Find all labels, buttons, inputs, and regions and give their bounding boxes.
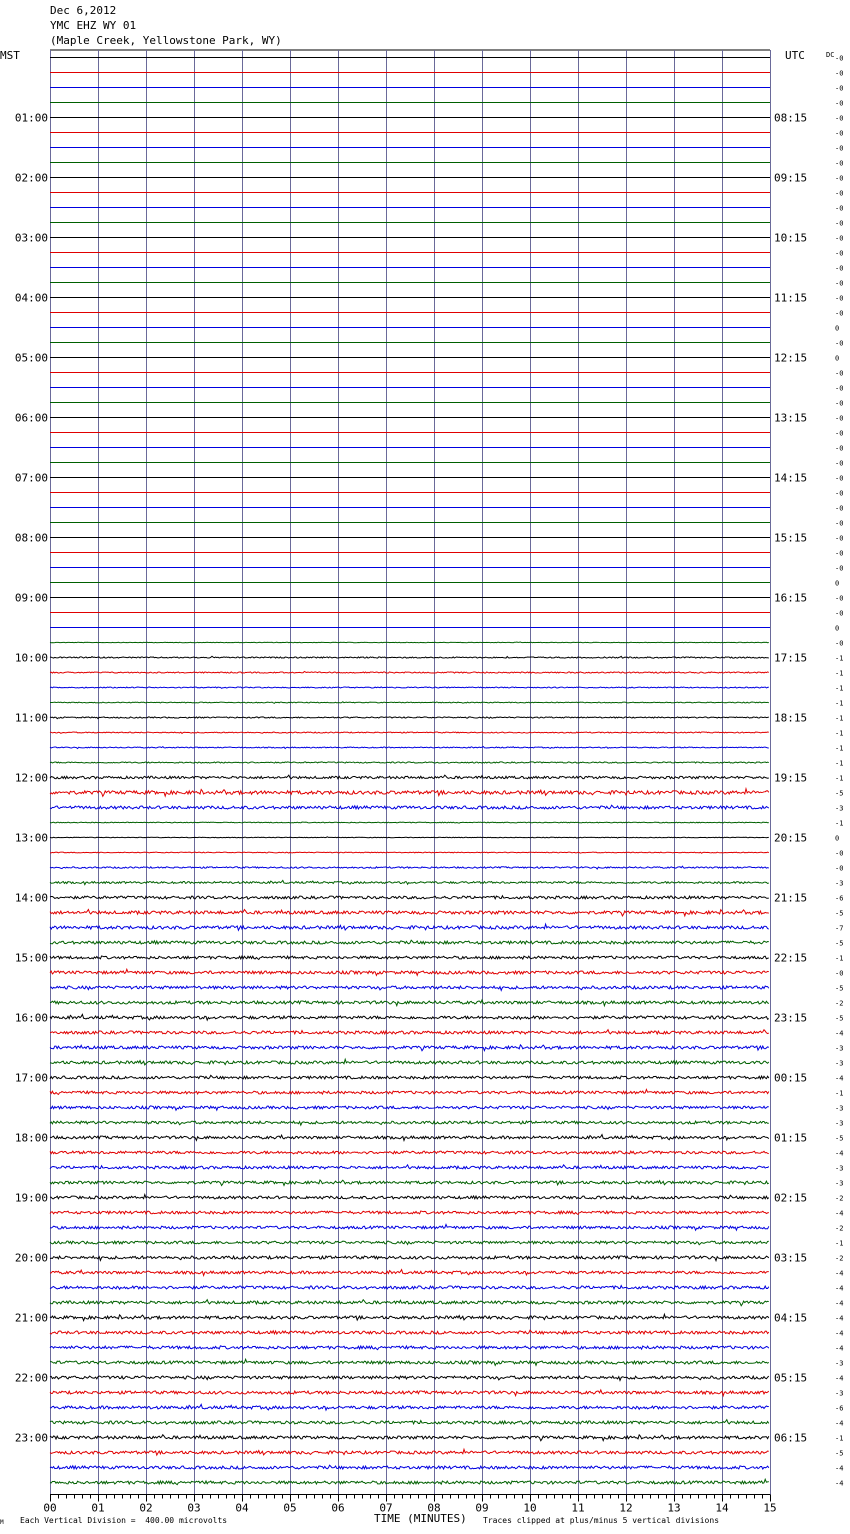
trace-row <box>50 822 769 823</box>
dc-offset-label: -4 <box>835 1284 844 1293</box>
x-tick-label: 03 <box>187 1501 201 1515</box>
dc-offset-label: -2 <box>835 1194 844 1203</box>
dc-offset-label: -7 <box>835 924 844 933</box>
dc-offset-label: -1 <box>835 1239 844 1248</box>
axis-labels <box>15 55 844 1515</box>
trace-row <box>50 1286 769 1290</box>
dc-offset-label: -0 <box>835 384 844 393</box>
trace-row <box>50 956 769 960</box>
trace-row <box>50 1014 769 1020</box>
dc-offset-label: -3 <box>835 1359 844 1368</box>
x-tick-label: 11 <box>571 1501 585 1515</box>
dc-offset-label: -4 <box>835 1149 844 1158</box>
dc-offset-label: -6 <box>835 894 844 903</box>
trace-row <box>50 1045 769 1051</box>
hour-label-mst: 13:00 <box>14 831 48 845</box>
x-tick-label: 04 <box>235 1501 249 1515</box>
trace-row <box>50 805 769 809</box>
dc-offset-label: -0 <box>835 489 844 498</box>
dc-offset-label: -3 <box>835 879 844 888</box>
trace-row <box>50 837 769 838</box>
dc-offset-label: -3 <box>835 1044 844 1053</box>
left-timezone-label: MST <box>0 49 20 62</box>
dc-offset-label: -1 <box>835 684 844 693</box>
hour-label-mst: 22:00 <box>14 1371 48 1385</box>
x-tick-label: 12 <box>619 1501 633 1515</box>
hour-label-mst: 01:00 <box>14 111 48 125</box>
hour-label-mst: 14:00 <box>14 891 48 905</box>
trace-row <box>50 1300 769 1306</box>
dc-offset-label: -0 <box>835 219 844 228</box>
hour-label-utc: 21:15 <box>774 891 808 905</box>
dc-offset-label: 0 <box>835 579 840 588</box>
x-tick-label: 14 <box>715 1501 729 1515</box>
dc-offset-label: 0 <box>835 354 840 363</box>
dc-offset-label: -4 <box>835 1374 844 1383</box>
dc-offset-label: -0 <box>835 549 844 558</box>
trace-row <box>50 1314 769 1320</box>
dc-offset-label: -4 <box>835 1074 844 1083</box>
dc-offset-label: -1 <box>835 1089 844 1098</box>
hour-label-mst: 20:00 <box>14 1251 48 1265</box>
hour-label-mst: 16:00 <box>14 1011 48 1025</box>
dc-offset-label: -5 <box>835 1014 844 1023</box>
dc-offset-header: DC <box>826 51 835 59</box>
trace-row <box>50 866 769 869</box>
trace-row <box>50 986 769 990</box>
hour-label-mst: 05:00 <box>14 351 48 365</box>
footer-mark: M <box>0 1519 4 1526</box>
dc-offset-label: -0 <box>835 639 844 648</box>
dc-offset-label: -0 <box>835 69 844 78</box>
hour-label-mst: 03:00 <box>14 231 48 245</box>
hour-label-mst: 07:00 <box>14 471 48 485</box>
dc-offset-label: -4 <box>835 1299 844 1308</box>
trace-row <box>50 1404 769 1410</box>
trace-row <box>50 909 769 915</box>
trace-row <box>50 1106 769 1110</box>
trace-row <box>50 1420 769 1425</box>
dc-offset-label: -0 <box>835 519 844 528</box>
dc-offset-label: -4 <box>835 1419 844 1428</box>
hour-label-utc: 09:15 <box>774 171 808 185</box>
dc-offset-label: -0 <box>835 174 844 183</box>
trace-row <box>50 671 769 673</box>
x-tick-label: 09 <box>475 1501 489 1515</box>
hour-label-mst: 12:00 <box>14 771 48 785</box>
trace-row <box>50 1390 769 1396</box>
dc-offset-label: -0 <box>835 534 844 543</box>
x-tick-label: 00 <box>43 1501 57 1515</box>
trace-row <box>50 1270 769 1276</box>
dc-offset-label: -0 <box>835 609 844 618</box>
dc-offset-label: -0 <box>835 459 844 468</box>
hour-label-utc: 10:15 <box>774 231 808 245</box>
hour-label-utc: 01:15 <box>774 1131 808 1145</box>
dc-offset-label: -0 <box>835 399 844 408</box>
dc-offset-label: -2 <box>835 1254 844 1263</box>
header-location: (Maple Creek, Yellowstone Park, WY) <box>50 34 282 47</box>
trace-row <box>50 1346 769 1350</box>
hour-label-utc: 12:15 <box>774 351 808 365</box>
trace-row <box>50 1180 769 1185</box>
dc-offset-label: -3 <box>835 804 844 813</box>
dc-offset-label: -4 <box>835 1269 844 1278</box>
dc-offset-label: -0 <box>835 129 844 138</box>
hour-label-utc: 19:15 <box>774 771 808 785</box>
header-station: YMC EHZ WY 01 <box>50 19 137 32</box>
dc-offset-label: -0 <box>835 594 844 603</box>
dc-offset-label: -5 <box>835 939 844 948</box>
dc-offset-label: -0 <box>835 369 844 378</box>
dc-offset-label: -1 <box>835 954 844 963</box>
trace-row <box>50 1165 769 1169</box>
x-tick-label: 13 <box>667 1501 681 1515</box>
dc-offset-label: -6 <box>835 1404 844 1413</box>
trace-row <box>50 1224 769 1230</box>
trace-row <box>50 1241 769 1245</box>
dc-offset-label: -0 <box>835 309 844 318</box>
hour-label-mst: 04:00 <box>14 291 48 305</box>
dc-offset-label: 0 <box>835 624 840 633</box>
dc-offset-label: -4 <box>835 1479 844 1488</box>
hour-label-utc: 03:15 <box>774 1251 808 1265</box>
dc-offset-label: -0 <box>835 444 844 453</box>
hour-label-utc: 15:15 <box>774 531 808 545</box>
x-tick-label: 15 <box>763 1501 777 1515</box>
hour-label-mst: 23:00 <box>14 1431 48 1445</box>
trace-row <box>50 880 769 884</box>
dc-offset-label: -1 <box>835 759 844 768</box>
x-tick-label: 02 <box>139 1501 153 1515</box>
dc-offset-label: -0 <box>835 474 844 483</box>
trace-row <box>50 642 769 643</box>
dc-offset-label: -3 <box>835 1059 844 1068</box>
hour-label-utc: 05:15 <box>774 1371 808 1385</box>
trace-row <box>50 924 769 930</box>
dc-offset-label: -1 <box>835 714 844 723</box>
dc-offset-label: -3 <box>835 1164 844 1173</box>
seismic-traces <box>50 58 770 1485</box>
x-tick-label: 01 <box>91 1501 105 1515</box>
dc-offset-label: -5 <box>835 909 844 918</box>
trace-row <box>50 1030 769 1034</box>
hour-label-mst: 19:00 <box>14 1191 48 1205</box>
header-date: Dec 6,2012 <box>50 4 117 17</box>
trace-row <box>50 702 769 704</box>
trace-row <box>50 1256 769 1261</box>
minute-gridlines <box>50 50 771 1495</box>
x-tick-label: 05 <box>283 1501 297 1515</box>
trace-row <box>50 1376 769 1380</box>
trace-row <box>50 775 769 779</box>
hour-label-mst: 06:00 <box>14 411 48 425</box>
hour-label-utc: 08:15 <box>774 111 808 125</box>
hour-label-mst: 10:00 <box>14 651 48 665</box>
dc-offset-label: -1 <box>835 654 844 663</box>
clip-note: Traces clipped at plus/minus 5 vertical divisions <box>483 1516 720 1525</box>
hour-label-utc: 14:15 <box>774 471 808 485</box>
trace-row <box>50 732 769 733</box>
trace-row <box>50 969 769 975</box>
dc-offset-label: -4 <box>835 1464 844 1473</box>
dc-offset-label: -5 <box>835 1449 844 1458</box>
dc-offset-label: -2 <box>835 1224 844 1233</box>
x-tick-label: 10 <box>523 1501 537 1515</box>
dc-offset-label: -4 <box>835 1314 844 1323</box>
trace-row <box>50 1075 769 1079</box>
right-timezone-label: UTC <box>785 49 805 62</box>
dc-offset-label: -4 <box>835 1329 844 1338</box>
hour-label-utc: 04:15 <box>774 1311 808 1325</box>
trace-row <box>50 1211 769 1215</box>
hour-label-mst: 15:00 <box>14 951 48 965</box>
dc-offset-label: -3 <box>835 1389 844 1398</box>
dc-offset-label: -2 <box>835 999 844 1008</box>
dc-offset-label: -1 <box>835 774 844 783</box>
hour-label-utc: 02:15 <box>774 1191 808 1205</box>
trace-row <box>50 1465 769 1469</box>
hour-label-utc: 00:15 <box>774 1071 808 1085</box>
dc-offset-label: -0 <box>835 204 844 213</box>
x-tick-label: 07 <box>379 1501 393 1515</box>
dc-offset-label: -0 <box>835 159 844 168</box>
trace-row <box>50 656 769 658</box>
trace-row <box>50 896 769 899</box>
dc-offset-label: -4 <box>835 1029 844 1038</box>
dc-offset-label: -0 <box>835 84 844 93</box>
hour-label-utc: 23:15 <box>774 1011 808 1025</box>
hour-label-utc: 06:15 <box>774 1431 808 1445</box>
hour-label-mst: 08:00 <box>14 531 48 545</box>
hour-label-mst: 09:00 <box>14 591 48 605</box>
trace-row <box>50 940 769 944</box>
dc-offset-label: -4 <box>835 1344 844 1353</box>
hour-label-mst: 17:00 <box>14 1071 48 1085</box>
hour-label-utc: 18:15 <box>774 711 808 725</box>
dc-offset-label: -0 <box>835 99 844 108</box>
dc-offset-label: -3 <box>835 1179 844 1188</box>
dc-offset-label: -1 <box>835 1434 844 1443</box>
dc-offset-label: -5 <box>835 1134 844 1143</box>
dc-offset-label: -5 <box>835 984 844 993</box>
trace-row <box>50 1000 769 1006</box>
dc-offset-label: -3 <box>835 1104 844 1113</box>
trace-row <box>50 1330 769 1334</box>
dc-offset-label: 0 <box>835 834 840 843</box>
trace-row <box>50 1195 769 1199</box>
dc-offset-label: -0 <box>835 414 844 423</box>
hour-label-mst: 02:00 <box>14 171 48 185</box>
trace-row <box>50 1059 769 1065</box>
dc-offset-label: -1 <box>835 819 844 828</box>
trace-row <box>50 789 769 796</box>
trace-row <box>50 1359 769 1365</box>
trace-row <box>50 762 769 763</box>
hour-label-mst: 18:00 <box>14 1131 48 1145</box>
trace-row <box>50 1121 769 1125</box>
x-axis-title: TIME (MINUTES) <box>374 1512 467 1525</box>
scale-note: Each Vertical Division = 400.00 microvolts <box>20 1516 228 1525</box>
dc-offset-label: -0 <box>835 849 844 858</box>
trace-row <box>50 717 769 719</box>
hour-label-mst: 11:00 <box>14 711 48 725</box>
dc-offset-label: 0 <box>835 324 840 333</box>
trace-row <box>50 852 769 853</box>
dc-offset-label: -0 <box>835 189 844 198</box>
trace-row <box>50 1479 769 1484</box>
trace-row <box>50 1089 769 1094</box>
dc-offset-label: -0 <box>835 54 844 63</box>
dc-offset-label: -0 <box>835 864 844 873</box>
x-tick-label: 08 <box>427 1501 441 1515</box>
dc-offset-label: -0 <box>835 339 844 348</box>
dc-offset-label: -0 <box>835 294 844 303</box>
dc-offset-label: -0 <box>835 564 844 573</box>
hour-label-utc: 17:15 <box>774 651 808 665</box>
dc-offset-label: -0 <box>835 264 844 273</box>
trace-row <box>50 1435 769 1441</box>
hour-label-utc: 13:15 <box>774 411 808 425</box>
dc-offset-label: -0 <box>835 969 844 978</box>
trace-row <box>50 687 769 688</box>
dc-offset-label: -4 <box>835 1209 844 1218</box>
dc-offset-label: -1 <box>835 669 844 678</box>
dc-offset-label: -5 <box>835 789 844 798</box>
trace-row <box>50 746 769 748</box>
dc-offset-label: -1 <box>835 744 844 753</box>
hour-label-utc: 20:15 <box>774 831 808 845</box>
dc-offset-label: -0 <box>835 504 844 513</box>
trace-row <box>50 1135 769 1141</box>
dc-offset-label: -1 <box>835 699 844 708</box>
dc-offset-label: -0 <box>835 279 844 288</box>
dc-offset-label: -0 <box>835 429 844 438</box>
dc-offset-label: -1 <box>835 729 844 738</box>
dc-offset-label: -0 <box>835 114 844 123</box>
x-tick-label: 06 <box>331 1501 345 1515</box>
hour-label-utc: 16:15 <box>774 591 808 605</box>
hour-label-utc: 11:15 <box>774 291 808 305</box>
dc-offset-label: -3 <box>835 1119 844 1128</box>
dc-offset-label: -0 <box>835 249 844 258</box>
dc-offset-label: -0 <box>835 234 844 243</box>
hour-label-mst: 21:00 <box>14 1311 48 1325</box>
hour-label-utc: 22:15 <box>774 951 808 965</box>
dc-offset-label: -0 <box>835 144 844 153</box>
trace-row <box>50 1151 769 1154</box>
trace-row <box>50 1449 769 1455</box>
